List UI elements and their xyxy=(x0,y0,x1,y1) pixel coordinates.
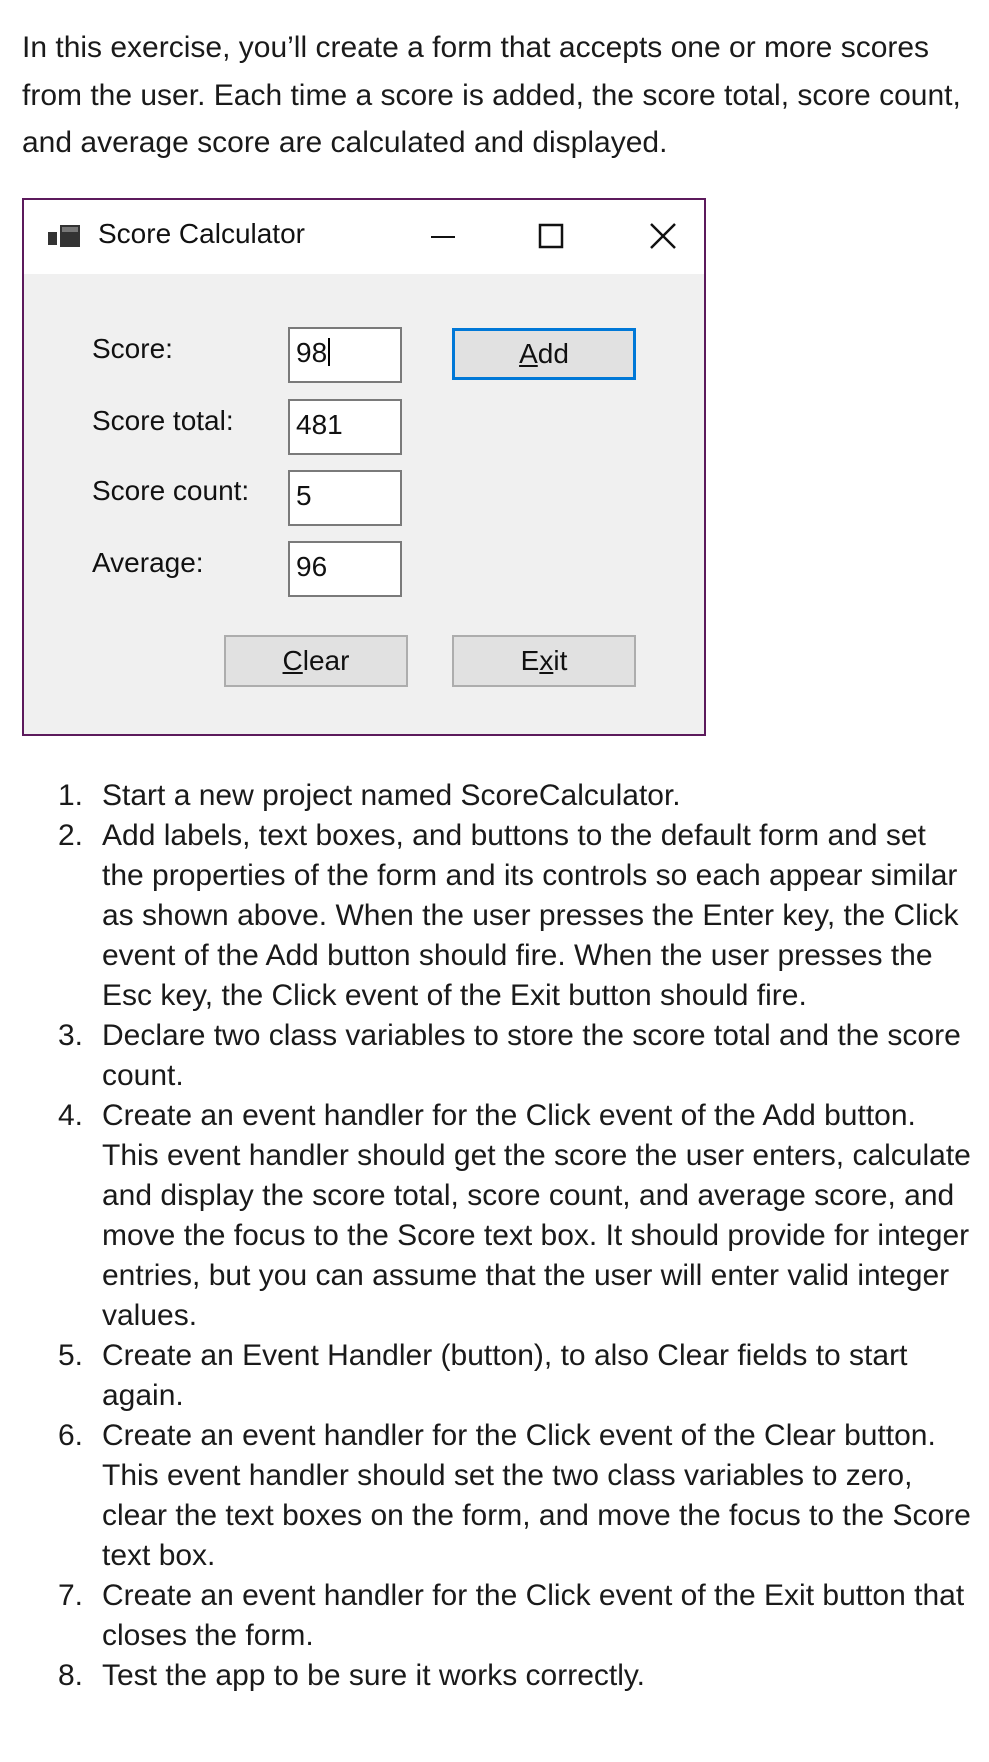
clear-button-mnemonic: C xyxy=(282,645,303,676)
exit-button[interactable] xyxy=(452,635,636,687)
list-item xyxy=(0,776,975,816)
minimize-button[interactable] xyxy=(418,214,468,258)
step-number: 6. xyxy=(58,1419,84,1452)
average-value: 96 xyxy=(296,551,328,582)
intro-paragraph: In this exercise, you’ll create a form that accepts one or more scores from the user. Each time a score is added, the score total, score count, and average score are calculated and displayed. xyxy=(22,31,961,159)
score-count-label: Score count: xyxy=(92,475,250,506)
step-text: Create an event handler for the Click event of the Add button. This event handler should get the score the user enters, calculate and display the score total, score count, and average score, and move the focus to the Score text box. It should provide for integer entries, but you can assume that the user will enter valid integer values. xyxy=(102,1099,971,1332)
list-item xyxy=(0,1096,975,1336)
list-item xyxy=(0,1416,975,1576)
score-total-label: Score total: xyxy=(92,405,234,436)
maximize-button[interactable] xyxy=(526,214,576,258)
score-total-field[interactable] xyxy=(288,399,402,455)
average-label: Average: xyxy=(92,547,204,578)
step-number: 3. xyxy=(58,1019,84,1052)
clear-button-label: lear xyxy=(302,645,350,676)
score-total-value: 481 xyxy=(296,409,343,440)
score-count-field[interactable] xyxy=(288,470,402,526)
step-text: Declare two class variables to store the score total and the score count. xyxy=(102,1019,961,1092)
minimize-icon xyxy=(430,223,456,249)
app-icon xyxy=(48,224,80,250)
step-number: 1. xyxy=(58,779,84,812)
step-text: Start a new project named ScoreCalculator. xyxy=(102,779,681,812)
window-title: Score Calculator xyxy=(98,218,305,249)
add-button[interactable] xyxy=(452,328,636,380)
instructions-list xyxy=(0,776,975,1696)
list-item xyxy=(0,1656,975,1696)
list-item xyxy=(0,1336,975,1416)
clear-button[interactable] xyxy=(224,635,408,687)
exit-button-prefix: E xyxy=(520,645,540,676)
list-item xyxy=(0,1576,975,1656)
add-button-mnemonic: A xyxy=(519,338,538,369)
close-icon xyxy=(649,222,677,250)
step-number: 2. xyxy=(58,819,84,852)
average-field[interactable] xyxy=(288,541,402,597)
step-number: 4. xyxy=(58,1099,84,1132)
score-input[interactable] xyxy=(288,327,402,383)
maximize-icon xyxy=(538,223,564,249)
step-number: 5. xyxy=(58,1339,84,1372)
step-text: Test the app to be sure it works correctly. xyxy=(102,1659,646,1692)
score-label: Score: xyxy=(92,333,173,364)
step-number: 7. xyxy=(58,1579,84,1612)
add-button-label: dd xyxy=(537,338,569,369)
list-item xyxy=(0,816,975,1016)
list-item xyxy=(0,1016,975,1096)
close-button[interactable] xyxy=(638,214,688,258)
step-number: 8. xyxy=(58,1659,84,1692)
score-count-value: 5 xyxy=(296,480,312,511)
exit-button-mnemonic: x xyxy=(539,645,554,676)
score-calculator-window xyxy=(22,198,706,736)
title-bar[interactable] xyxy=(24,200,704,274)
score-input-value: 98 xyxy=(296,337,328,368)
step-text: Add labels, text boxes, and buttons to the default form and set the properties of the form and its controls so each appear similar as shown above. When the user presses the Enter key, the Click event of the Add button should fire. When the user presses the Esc key, the Click event of the Exit button should fire. xyxy=(102,819,959,1012)
step-text: Create an event handler for the Click event of the Clear button. This event handler should set the two class variables to zero, clear the text boxes on the form, and move the focus to the Score text box. xyxy=(102,1419,971,1572)
exit-button-label: it xyxy=(553,645,568,676)
step-text: Create an Event Handler (button), to also Clear fields to start again. xyxy=(102,1339,908,1412)
text-caret xyxy=(328,338,330,366)
step-text: Create an event handler for the Click event of the Exit button that closes the form. xyxy=(102,1579,965,1652)
